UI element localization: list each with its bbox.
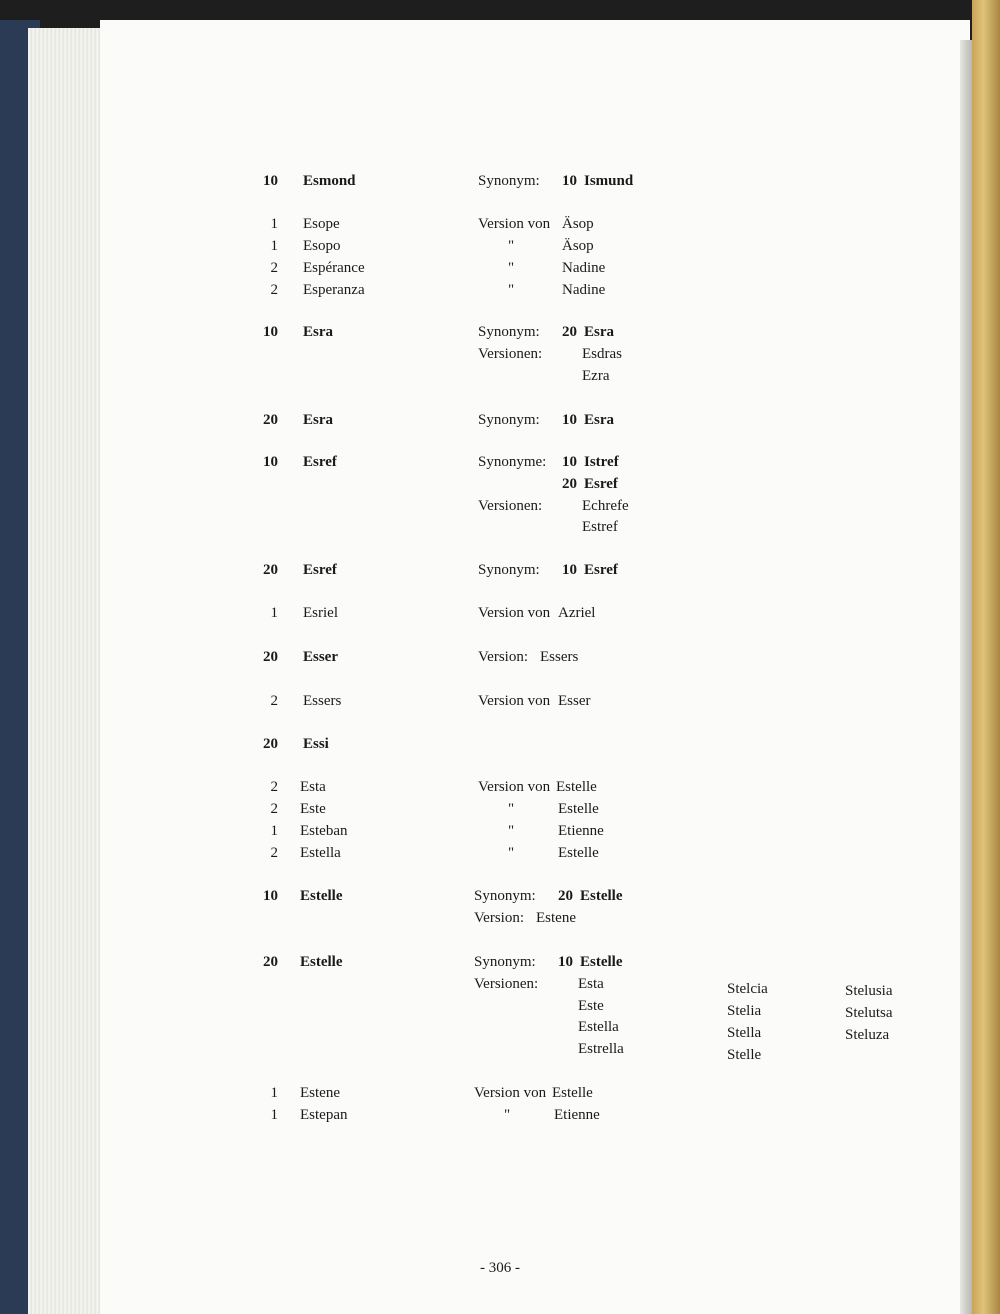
info-label: " xyxy=(504,1107,511,1123)
entry-number: 10 xyxy=(263,888,278,904)
entry-number: 20 xyxy=(263,649,278,665)
extra-version: Stelia xyxy=(727,1003,762,1019)
info-reference: Esref xyxy=(584,562,618,578)
info-reference: Nadine xyxy=(562,282,606,298)
info-label: Synonym: xyxy=(478,562,540,578)
info-label: Versionen: xyxy=(478,345,543,362)
info-reference: Estref xyxy=(582,519,618,536)
info-reference: Ezra xyxy=(582,367,610,384)
entry-name: Estelle xyxy=(300,888,343,904)
info-label: Synonyme: xyxy=(478,454,547,470)
entry-number: 2 xyxy=(270,801,278,817)
entry-name: Espérance xyxy=(303,260,365,276)
entry-name: Esope xyxy=(303,216,340,232)
info-label: " xyxy=(508,282,515,298)
info-reference: Este xyxy=(578,997,604,1014)
ref-number: 10 xyxy=(562,412,577,428)
ref-number: 20 xyxy=(558,888,573,904)
info-reference: Estelle xyxy=(558,801,599,817)
gutter-shadow xyxy=(960,40,972,1314)
info-reference: Estelle xyxy=(580,954,623,970)
extra-version: Stelcia xyxy=(727,981,768,997)
entry-number: 10 xyxy=(263,324,278,340)
info-reference: Ismund xyxy=(584,173,634,189)
info-label: Version: xyxy=(478,649,528,665)
info-label: " xyxy=(508,801,515,817)
entry-number: 2 xyxy=(270,693,278,709)
info-label: Synonym: xyxy=(474,954,536,970)
info-reference: Estelle xyxy=(558,845,599,861)
entry-name: Esperanza xyxy=(303,282,365,298)
entry-number: 2 xyxy=(270,779,278,795)
info-reference: Estelle xyxy=(580,888,623,904)
page-number: - 306 - xyxy=(480,1260,520,1276)
info-label: Versionen: xyxy=(478,497,543,514)
info-label: " xyxy=(508,238,515,254)
extra-version: Stelle xyxy=(727,1047,762,1063)
info-label: Version von xyxy=(478,693,551,709)
extra-version: Steluza xyxy=(845,1027,890,1043)
ref-number: 10 xyxy=(558,954,573,970)
entry-number: 20 xyxy=(263,412,278,428)
info-label: " xyxy=(508,823,515,839)
info-label: Synonym: xyxy=(478,173,540,189)
entry-name: Esta xyxy=(300,779,326,795)
page-edges-gilded xyxy=(972,0,1000,1314)
info-reference: Etienne xyxy=(554,1107,600,1123)
info-label: " xyxy=(508,845,515,861)
ref-number: 10 xyxy=(562,562,577,578)
info-reference: Echrefe xyxy=(582,497,629,514)
info-reference: Essers xyxy=(540,649,579,665)
entry-name: Esser xyxy=(303,649,338,665)
entry-number: 1 xyxy=(270,216,278,232)
entry-number: 1 xyxy=(270,238,278,254)
entry-name: Esriel xyxy=(303,605,338,621)
info-reference: Äsop xyxy=(562,216,594,232)
entry-number: 2 xyxy=(270,845,278,861)
entry-number: 10 xyxy=(263,173,278,189)
entry-name: Estella xyxy=(300,845,341,861)
entry-name: Esra xyxy=(303,412,333,428)
entry-number: 1 xyxy=(270,1107,278,1123)
ref-number: 10 xyxy=(562,454,577,470)
entry-name: Esref xyxy=(303,454,337,470)
info-reference: Esra xyxy=(584,324,614,340)
entry-name: Esteban xyxy=(300,823,348,839)
entry-number: 1 xyxy=(270,605,278,621)
info-label: Version von xyxy=(478,605,551,621)
info-reference: Äsop xyxy=(562,238,594,254)
info-reference: Estelle xyxy=(556,779,597,795)
entry-name: Esopo xyxy=(303,238,341,254)
entry-name: Essi xyxy=(303,736,329,752)
info-reference: Esser xyxy=(558,693,591,709)
entry-number: 20 xyxy=(263,562,278,578)
info-reference: Etienne xyxy=(558,823,604,839)
info-label: Version von xyxy=(478,779,551,795)
info-reference: Esref xyxy=(584,475,618,492)
info-reference: Estrella xyxy=(578,1041,624,1058)
info-reference: Esra xyxy=(584,412,614,428)
entry-name: Estene xyxy=(300,1085,340,1101)
entry-number: 20 xyxy=(263,736,278,752)
entry-number: 2 xyxy=(270,260,278,276)
entry-name: Essers xyxy=(303,693,342,709)
info-label: " xyxy=(508,260,515,276)
extra-version: Stelusia xyxy=(845,983,893,999)
ref-number: 20 xyxy=(562,475,577,492)
info-label: Synonym: xyxy=(478,412,540,428)
info-reference: Istref xyxy=(584,454,619,470)
info-reference: Esdras xyxy=(582,345,622,362)
extra-version: Stelutsa xyxy=(845,1005,893,1021)
entry-number: 1 xyxy=(270,823,278,839)
info-reference: Azriel xyxy=(558,605,596,621)
info-reference: Estella xyxy=(578,1019,619,1036)
info-reference: Esta xyxy=(578,975,604,992)
entry-name: Estepan xyxy=(300,1107,348,1123)
info-label: Versionen: xyxy=(474,975,539,992)
info-label: Version von xyxy=(474,1085,547,1101)
info-label: Synonym: xyxy=(474,888,536,904)
entry-number: 10 xyxy=(263,454,278,470)
info-reference: Estelle xyxy=(552,1085,593,1101)
info-label: Version: xyxy=(474,909,524,926)
entry-number: 1 xyxy=(270,1085,278,1101)
info-reference: Estene xyxy=(536,909,576,926)
entry-name: Esra xyxy=(303,324,333,340)
entry-name: Esref xyxy=(303,562,337,578)
info-label: Synonym: xyxy=(478,324,540,340)
info-label: Version von xyxy=(478,216,551,232)
ref-number: 20 xyxy=(562,324,577,340)
entry-name: Este xyxy=(300,801,326,817)
ref-number: 10 xyxy=(562,173,577,189)
entry-name: Estelle xyxy=(300,954,343,970)
entry-number: 20 xyxy=(263,954,278,970)
extra-version: Stella xyxy=(727,1025,762,1041)
entry-name: Esmond xyxy=(303,173,356,189)
entry-number: 2 xyxy=(270,282,278,298)
info-reference: Nadine xyxy=(562,260,606,276)
